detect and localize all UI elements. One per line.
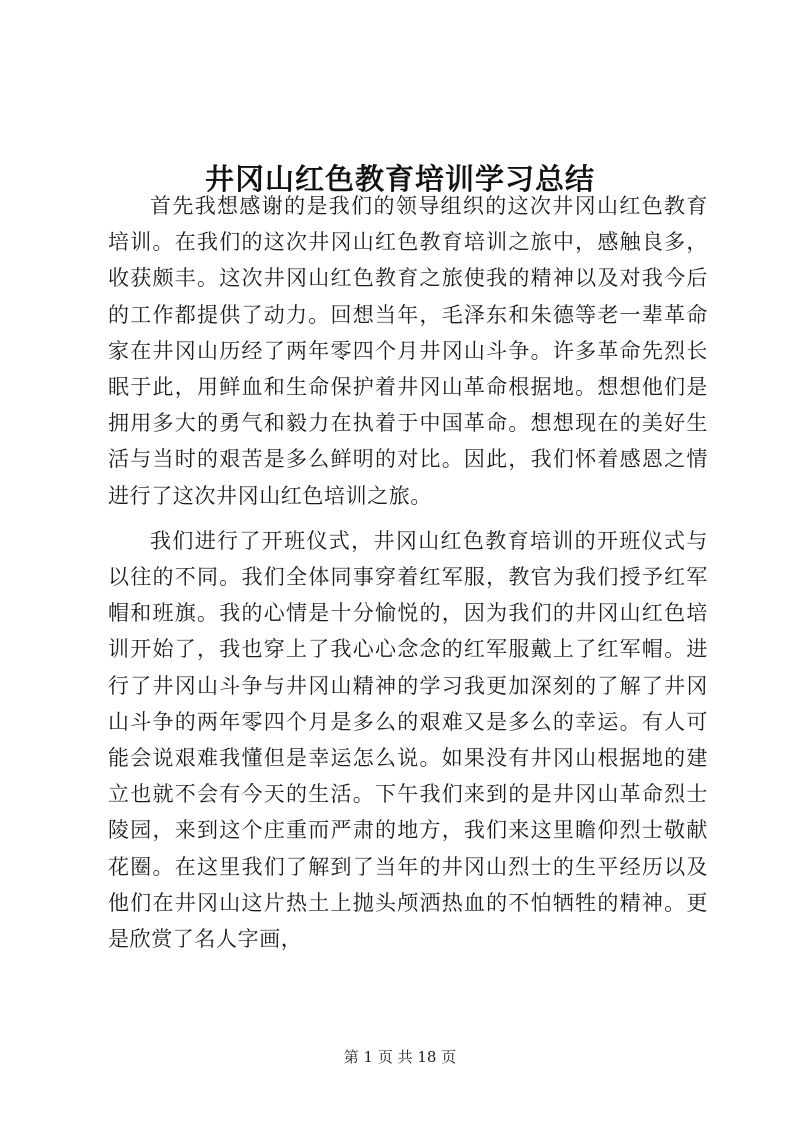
paragraph-1: 首先我想感谢的是我们的领导组织的这次井冈山红色教育培训。在我们的这次井冈山红色教育培训之旅中，感触良多，收获颇丰。这次井冈山红色教育之旅使我的精神以及对我今后的工作都提供了动力。回想当年，毛泽东和朱德等老一辈革命家在井冈山历经了两年零四个月井冈山斗争。许多革命先烈长眠于此，用鲜血和生命保护着井冈山革命根据地。想想他们是拥用多大的勇气和毅力在执着于中国革命。想想现在的美好生活与当时的艰苦是多么鲜明的对比。因此，我们怀着感恩之情进行了这次井冈山红色培训之旅。 (108, 194, 708, 508)
document-title: 井冈山红色教育培训学习总结 (204, 162, 595, 197)
document-body (108, 188, 708, 957)
page-number-footer: 第 1 页 共 18 页 (343, 1048, 457, 1066)
paragraph-2: 我们进行了开班仪式，井冈山红色教育培训的开班仪式与以往的不同。我们全体同事穿着红军服，教官为我们授予红军帽和班旗。我的心情是十分愉悦的，因为我们的井冈山红色培训开始了，我也穿上了我心心念念的红军服戴上了红军帽。进行了井冈山斗争与井冈山精神的学习我更加深刻的了解了井冈山斗争的两年零四个月是多么的艰难又是多么的幸运。有人可能会说艰难我懂但是幸运怎么说。如果没有井冈山根据地的建立也就不会有今天的生活。下午我们来到的是井冈山革命烈士陵园，来到这个庄重而严肃的地方，我们来这里瞻仰烈士敬献花圈。在这里我们了解到了当年的井冈山烈士的生平经历以及他们在井冈山这片热土上抛头颅洒热血的不怕牺牲的精神。更是欣赏了名人字画， (108, 528, 708, 952)
